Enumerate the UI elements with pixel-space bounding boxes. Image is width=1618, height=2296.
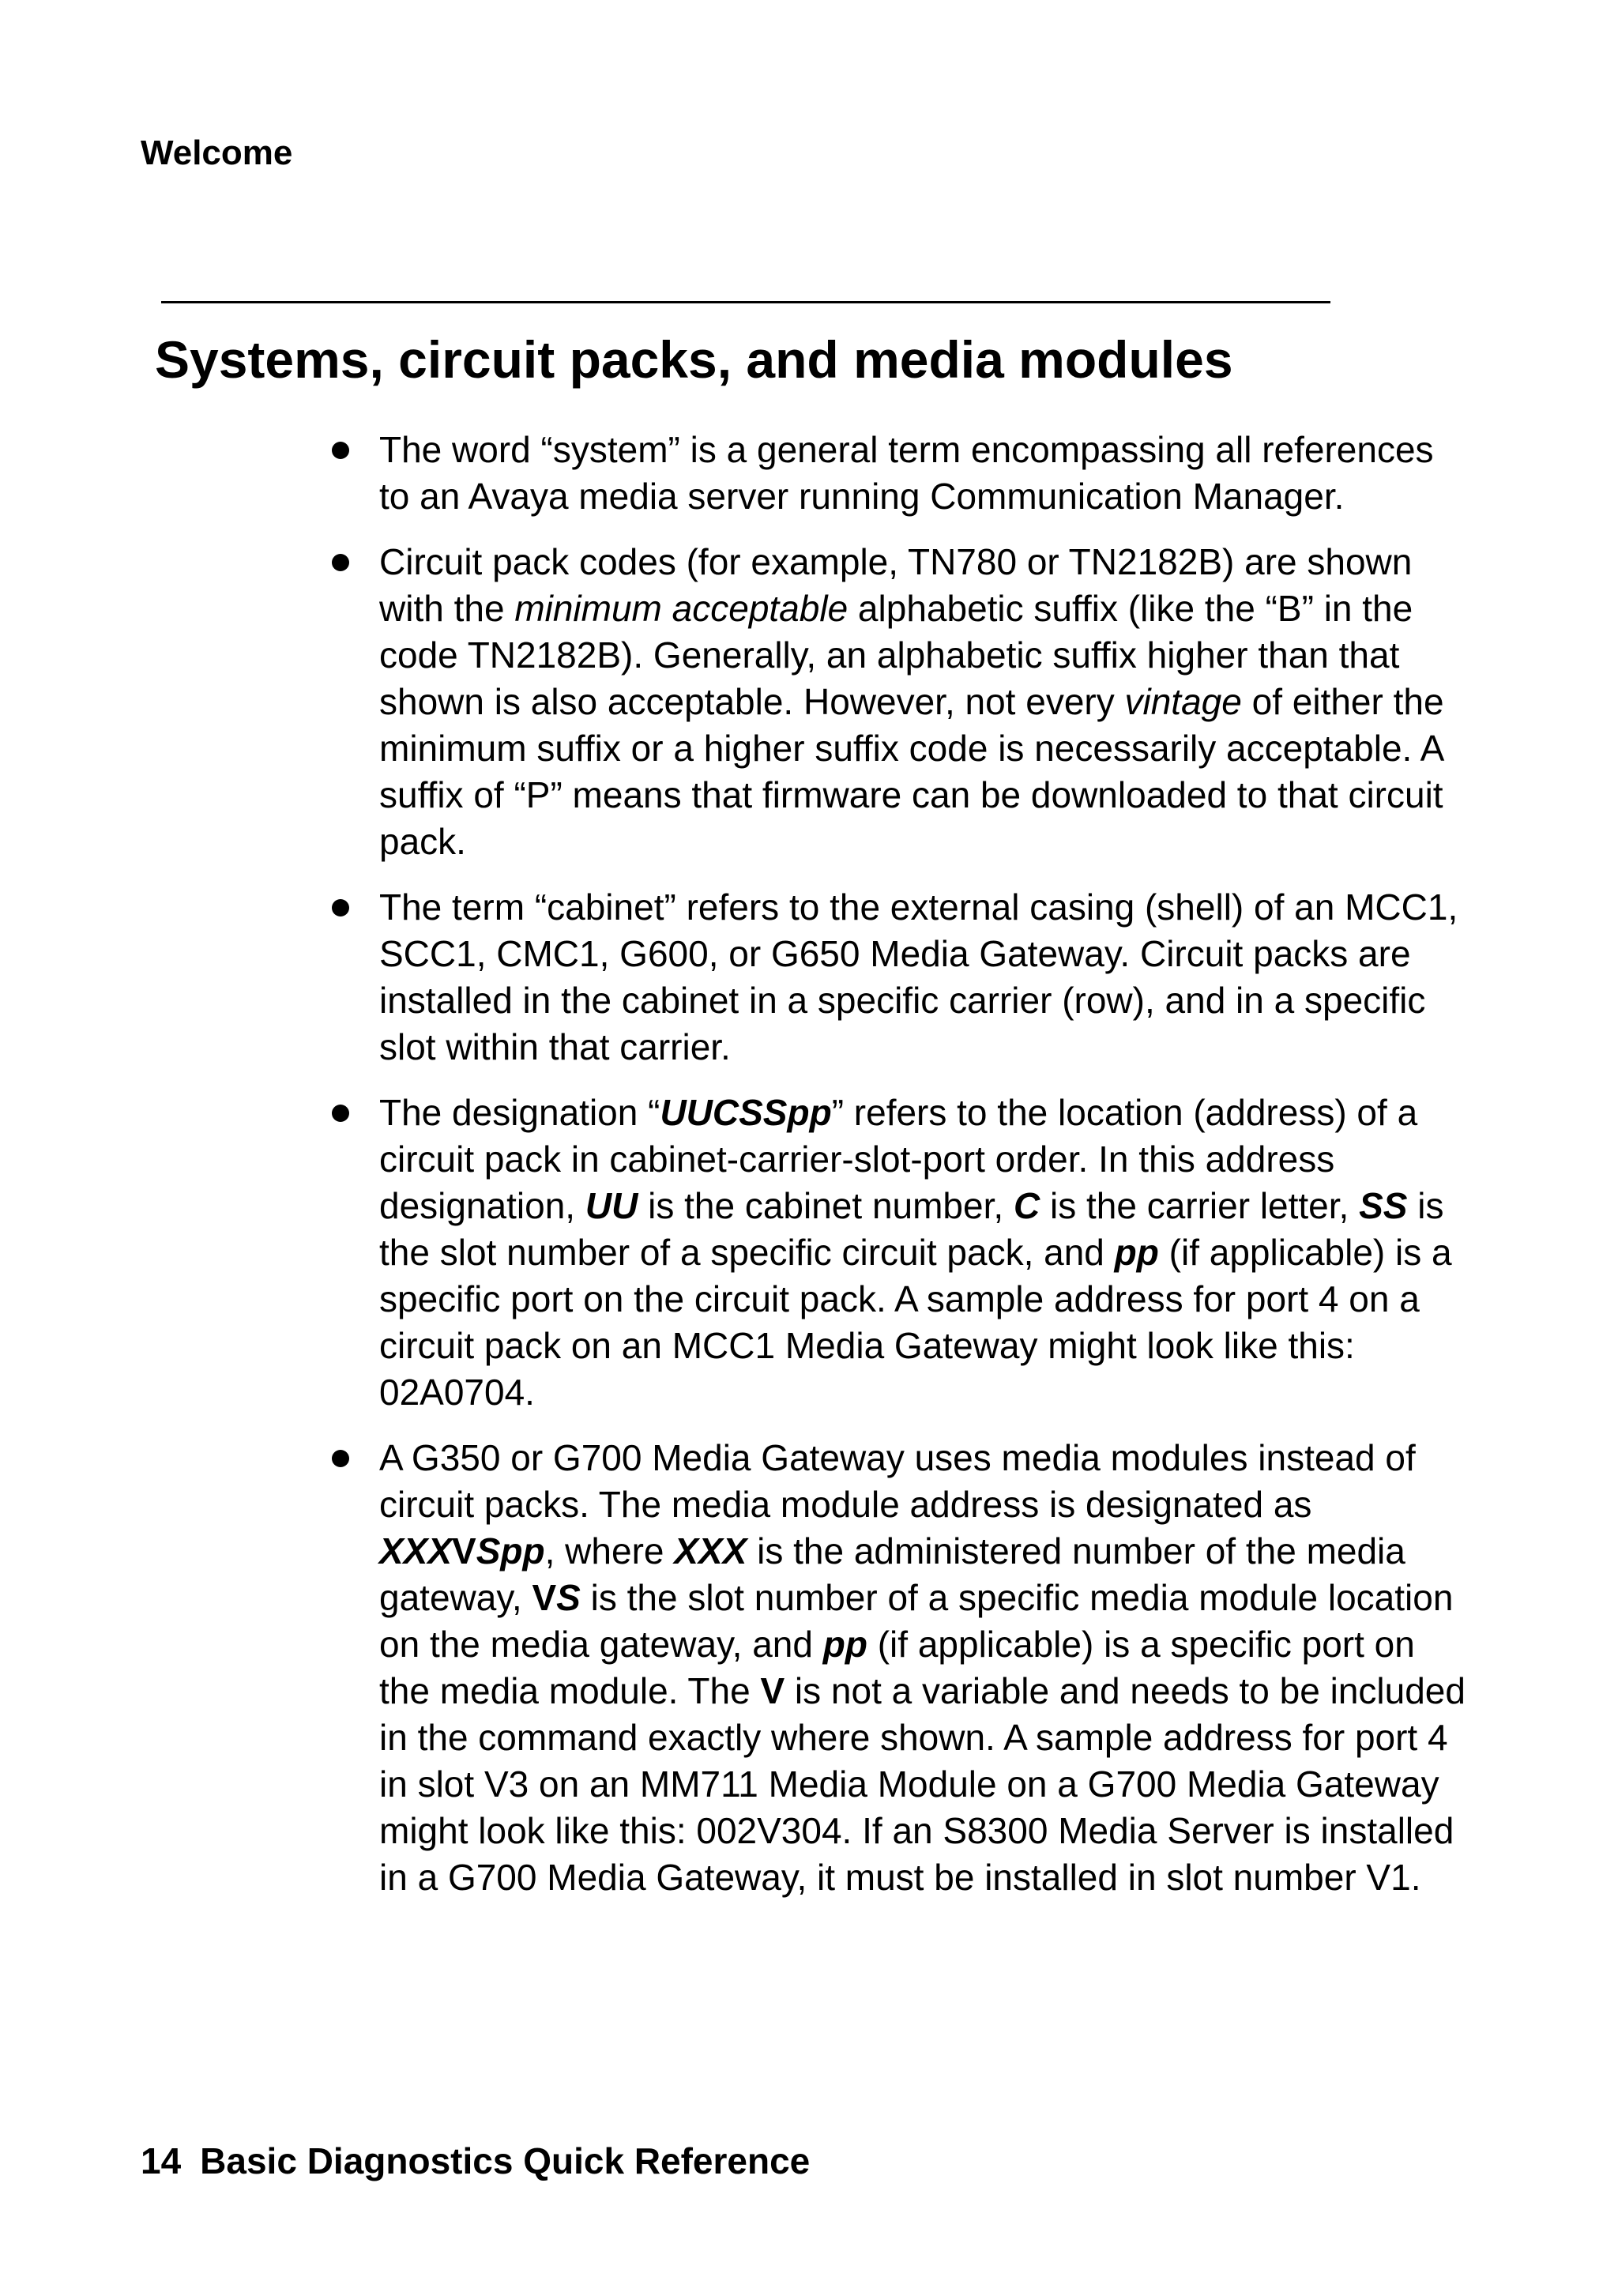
page-number: 14 bbox=[141, 2140, 182, 2181]
emphasis-minimum-acceptable: minimum acceptable bbox=[514, 588, 849, 629]
variable-s: S bbox=[556, 1577, 581, 1618]
running-header: Welcome bbox=[141, 134, 293, 172]
variable-xxx: XXX bbox=[674, 1530, 747, 1571]
variable-pp: pp bbox=[822, 1624, 867, 1665]
text-run: The designation “ bbox=[379, 1092, 660, 1133]
bullet-text bbox=[379, 1437, 1466, 1898]
section-title: Systems, circuit packs, and media modules bbox=[155, 330, 1233, 389]
emphasis-vintage: vintage bbox=[1124, 681, 1242, 722]
book-title: Basic Diagnostics Quick Reference bbox=[200, 2140, 811, 2181]
bullet-text bbox=[379, 886, 1458, 1067]
bullet-item-system bbox=[332, 427, 1469, 520]
bullet-item-media-modules bbox=[332, 1435, 1469, 1901]
bullet-icon bbox=[332, 1105, 349, 1122]
bullet-item-cabinet bbox=[332, 884, 1469, 1071]
variable-ss: SS bbox=[1359, 1185, 1408, 1226]
text-run: (if applicable) is a specific port on the circuit pack. A sample address for port 4 on a circuit pack on an MCC1 Media Gateway might look like this: 02A0704. bbox=[379, 1232, 1452, 1413]
text-run: of either the minimum suffix or a higher suffix code is necessarily acceptable. A suffix of “P” means that firmware can be downloaded to that circuit pack. bbox=[379, 681, 1444, 862]
text-run: is the carrier letter, bbox=[1040, 1185, 1360, 1226]
literal-v: V bbox=[452, 1530, 476, 1571]
text-run: Circuit pack codes (for example, TN780 or TN2182B) are shown with the bbox=[379, 541, 1413, 629]
page-footer bbox=[141, 2138, 810, 2184]
bullet-text bbox=[379, 1092, 1452, 1413]
variable-spp: Spp bbox=[476, 1530, 545, 1571]
bullet-text bbox=[379, 429, 1434, 517]
text-run: alphabetic suffix (like the “B” in the code TN2182B). Generally, an alphabetic suffix higher than that shown is also acceptable. However, not every bbox=[379, 588, 1413, 722]
text-run: is the slot number of a specific circuit pack, and bbox=[379, 1185, 1444, 1273]
literal-v: V bbox=[760, 1670, 785, 1711]
bullet-icon bbox=[332, 899, 349, 917]
text-run: (if applicable) is a specific port on the media module. The bbox=[379, 1624, 1415, 1711]
variable-xxx: XXX bbox=[379, 1530, 453, 1571]
variable-uu: UU bbox=[585, 1185, 638, 1226]
text-run: The word “system” is a general term encompassing all references to an Avaya media server running Communication Manager. bbox=[379, 429, 1434, 517]
bullet-item-uucsspp bbox=[332, 1090, 1469, 1416]
text-run: The term “cabinet” refers to the external casing (shell) of an MCC1, SCC1, CMC1, G600, or G650 Media Gateway. Circuit packs are installed in the cabinet in a specific carrier (row), and in a specific slot within that carrier. bbox=[379, 886, 1458, 1067]
bullet-item-circuit-pack-codes bbox=[332, 539, 1469, 865]
text-run: is not a variable and needs to be included in the command exactly where shown. A sample address for port 4 in slot V3 on an MM711 Media Module on a G700 Media Gateway might look like this: 002V304. If an S8300 Media Server is installed in a G700 Media Gateway, it must be installed in slot number V1. bbox=[379, 1670, 1466, 1898]
text-run: is the slot number of a specific media module location on the media gateway, and bbox=[379, 1577, 1454, 1665]
text-run: is the administered number of the media gateway, bbox=[379, 1530, 1405, 1618]
bullet-text bbox=[379, 541, 1444, 862]
variable-c: C bbox=[1013, 1185, 1040, 1226]
variable-pp: pp bbox=[1114, 1232, 1159, 1273]
bullet-icon bbox=[332, 442, 349, 459]
text-run: is the cabinet number, bbox=[638, 1185, 1014, 1226]
literal-v: V bbox=[532, 1577, 557, 1618]
text-run: , where bbox=[544, 1530, 675, 1571]
bullet-icon bbox=[332, 554, 349, 571]
bullet-list bbox=[332, 427, 1469, 1901]
section-divider bbox=[161, 301, 1330, 303]
text-run: A G350 or G700 Media Gateway uses media modules instead of circuit packs. The media module address is designated as bbox=[379, 1437, 1416, 1525]
text-run: ” refers to the location (address) of a circuit pack in cabinet-carrier-slot-port order. In this address designation, bbox=[379, 1092, 1418, 1226]
variable-uucsspp: UUCSSpp bbox=[660, 1092, 832, 1133]
bullet-icon bbox=[332, 1450, 349, 1467]
